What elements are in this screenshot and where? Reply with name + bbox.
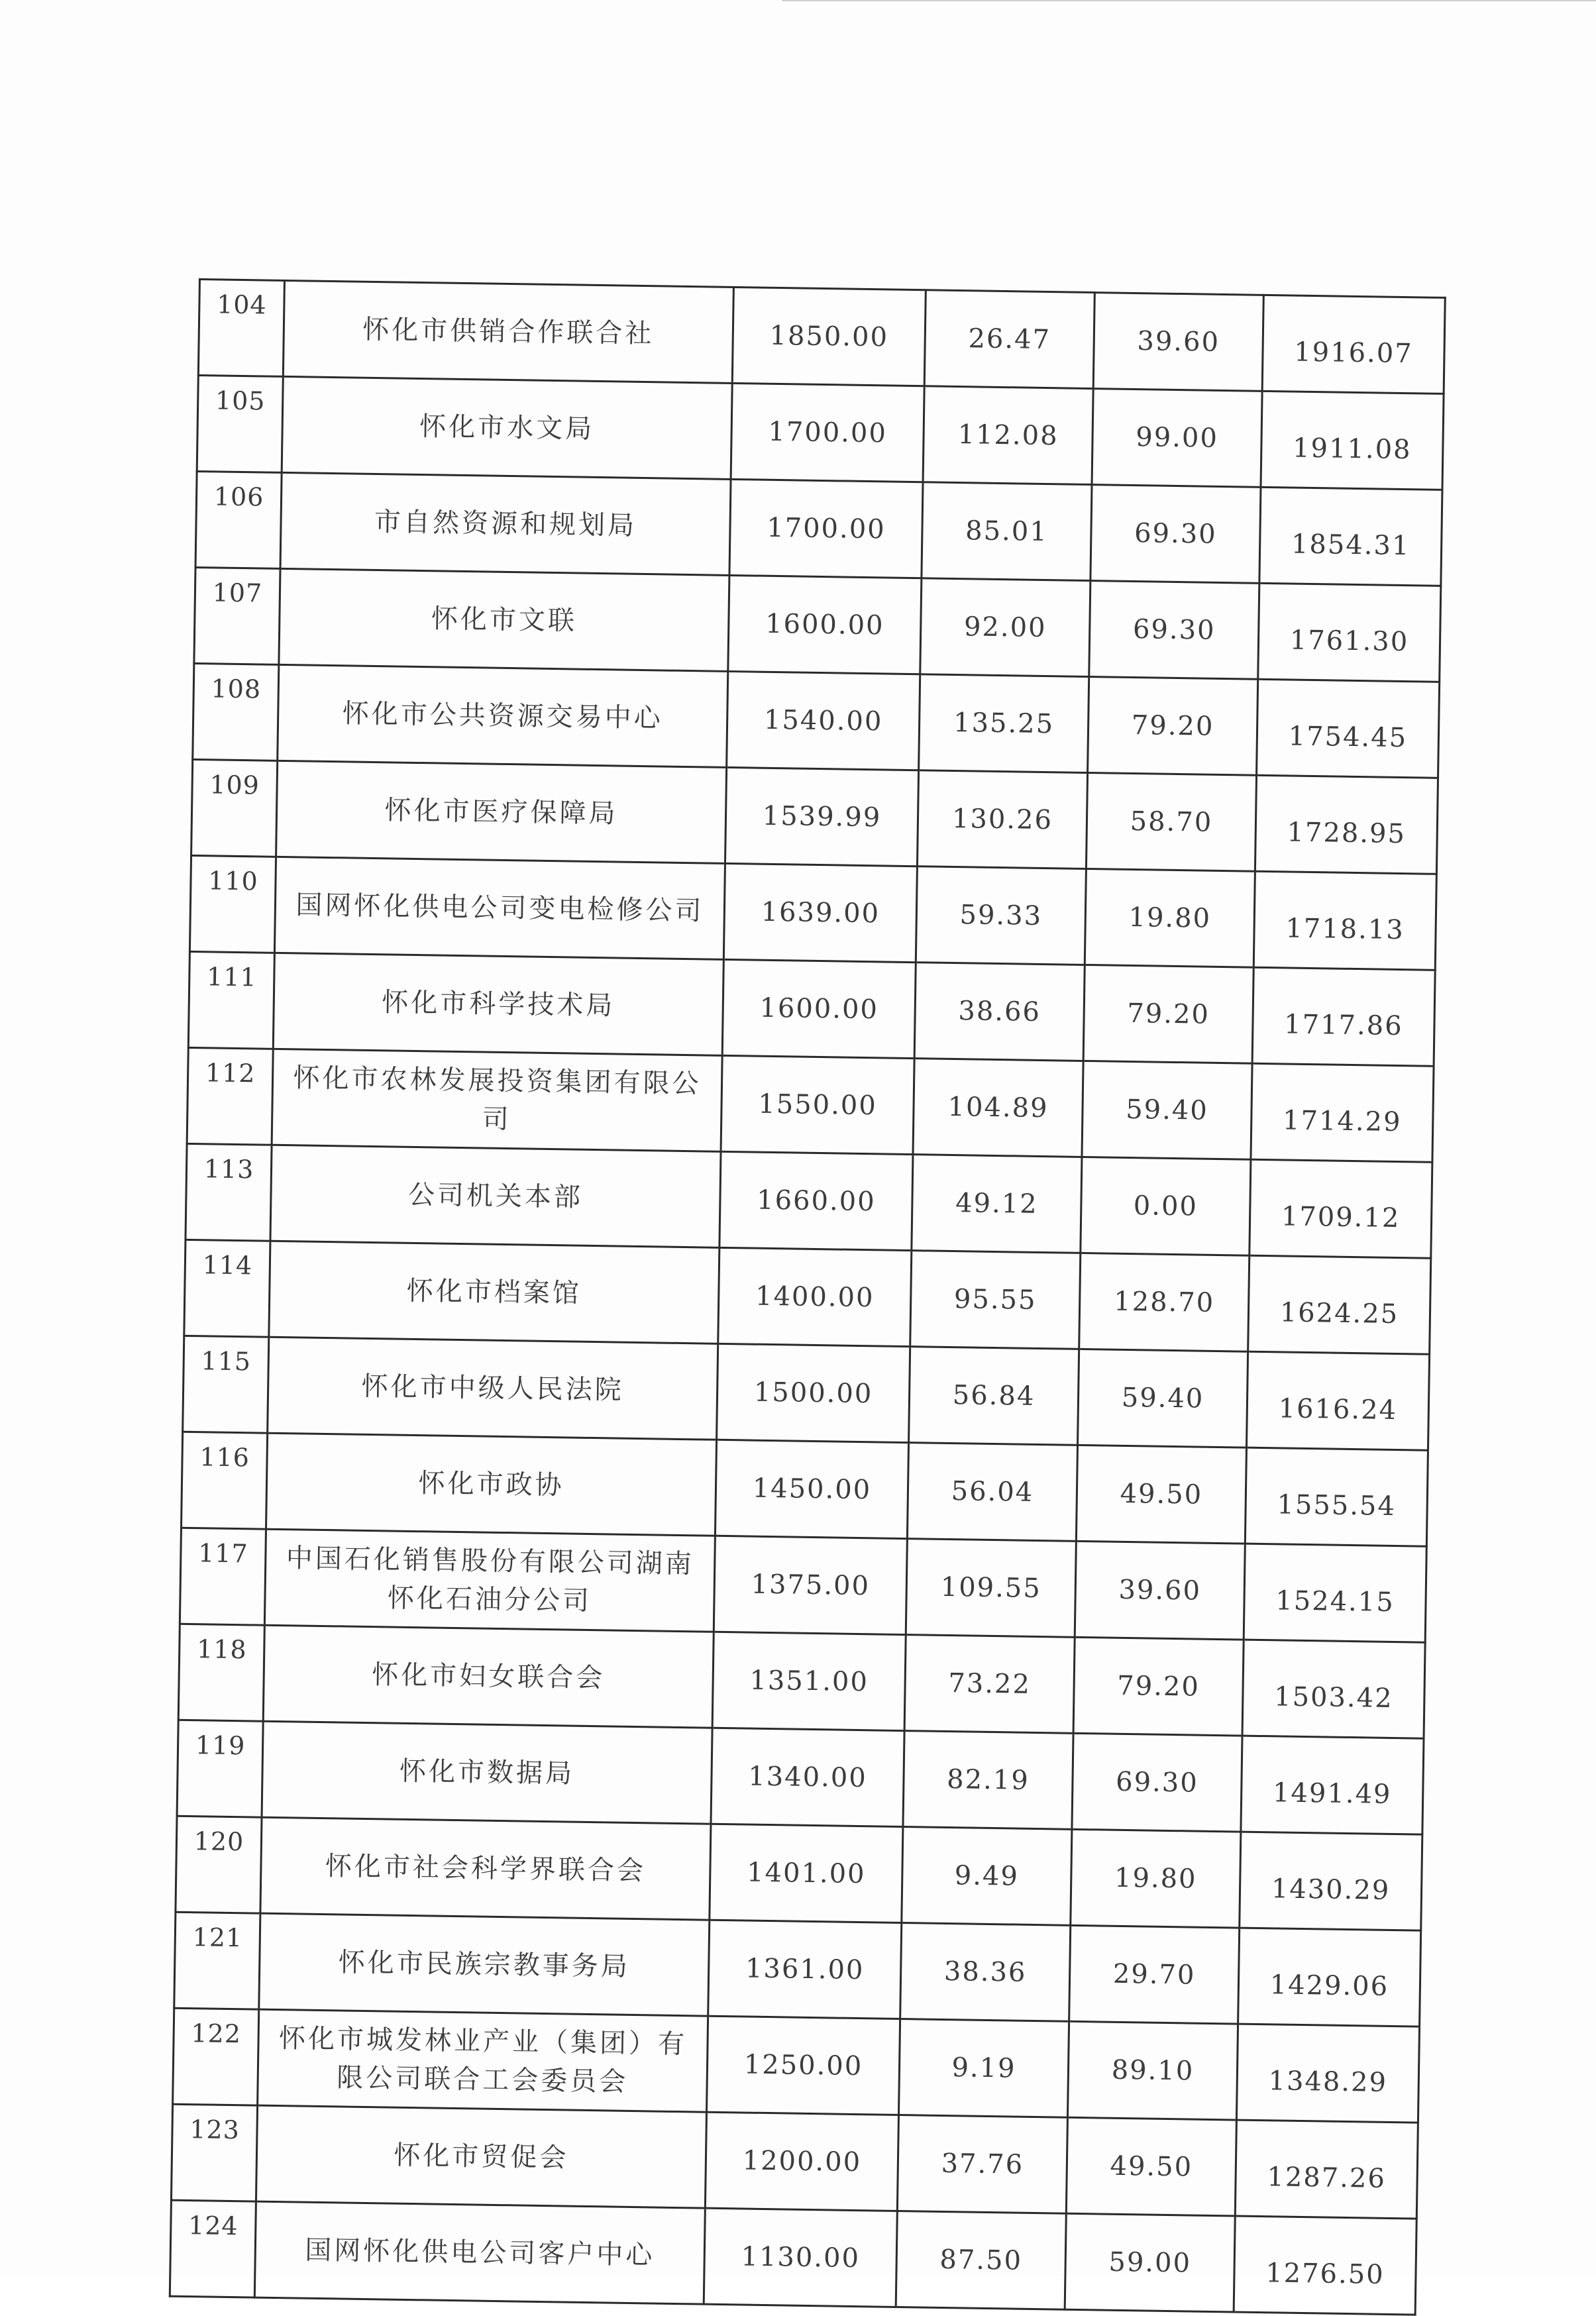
amount-total: 1718.13 <box>1253 871 1436 970</box>
unit-name: 怀化市档案馆 <box>269 1241 719 1343</box>
amount-total: 1709.12 <box>1250 1159 1432 1258</box>
row-number: 118 <box>178 1624 264 1721</box>
unit-name: 怀化市文联 <box>279 568 729 671</box>
amount-a: 1400.00 <box>718 1247 912 1346</box>
amount-b: 112.08 <box>923 386 1093 485</box>
table-container <box>169 278 1444 2316</box>
row-number: 109 <box>191 759 278 857</box>
amount-c: 39.60 <box>1093 293 1263 392</box>
amount-a: 1200.00 <box>705 2112 898 2211</box>
amount-a: 1351.00 <box>712 1632 906 1730</box>
amount-c: 69.30 <box>1091 485 1261 584</box>
unit-name: 怀化市医疗保障局 <box>276 761 727 863</box>
amount-a: 1600.00 <box>722 959 916 1058</box>
amount-c: 59.00 <box>1065 2213 1235 2312</box>
amount-c: 59.40 <box>1078 1349 1248 1448</box>
amount-c: 39.60 <box>1075 1541 1245 1640</box>
amount-c: 49.50 <box>1076 1445 1246 1544</box>
amount-b: 26.47 <box>924 290 1094 389</box>
table-row <box>174 1912 1421 2026</box>
row-number: 121 <box>174 1912 260 2009</box>
row-number: 108 <box>193 663 279 761</box>
row-number: 106 <box>195 471 282 568</box>
amount-b: 49.12 <box>912 1155 1082 1253</box>
unit-name: 怀化市民族宗教事务局 <box>259 1913 710 2016</box>
amount-a: 1375.00 <box>714 1536 907 1634</box>
amount-a: 1639.00 <box>723 863 917 962</box>
amount-c: 89.10 <box>1067 2021 1238 2120</box>
row-number: 115 <box>183 1336 269 1433</box>
row-number: 123 <box>171 2104 257 2201</box>
amount-total: 1616.24 <box>1246 1351 1429 1450</box>
row-number: 122 <box>173 2008 259 2105</box>
row-number: 124 <box>170 2200 256 2297</box>
table-row <box>191 759 1438 874</box>
amount-total: 1503.42 <box>1242 1640 1425 1738</box>
row-number: 113 <box>186 1143 272 1241</box>
table-row <box>182 1432 1428 1546</box>
amount-a: 1340.00 <box>711 1728 904 1826</box>
amount-b: 95.55 <box>910 1251 1081 1349</box>
amount-c: 128.70 <box>1079 1253 1250 1351</box>
amount-c: 19.80 <box>1071 1829 1241 1928</box>
unit-name: 怀化市城发林业产业（集团）有限公司联合工会委员会 <box>258 2009 708 2112</box>
unit-name: 怀化市社会科学界联合会 <box>260 1817 711 1920</box>
amount-total: 1524.15 <box>1244 1544 1426 1642</box>
amount-c: 58.70 <box>1086 772 1256 871</box>
table-row <box>170 2200 1416 2315</box>
unit-name: 国网怀化供电公司客户中心 <box>254 2201 705 2304</box>
table-row <box>194 567 1441 682</box>
table-row <box>176 1816 1422 1930</box>
amount-b: 87.50 <box>896 2211 1066 2309</box>
amount-c: 79.20 <box>1088 677 1258 776</box>
amount-a: 1500.00 <box>717 1343 910 1442</box>
table-row <box>178 1624 1425 1738</box>
unit-name: 怀化市水文局 <box>282 376 732 479</box>
amount-c: 59.40 <box>1082 1061 1252 1159</box>
amount-b: 104.89 <box>913 1059 1083 1157</box>
amount-a: 1600.00 <box>728 575 922 674</box>
row-number: 104 <box>198 280 284 377</box>
amount-total: 1854.31 <box>1259 487 1442 586</box>
table-row <box>180 1528 1426 1642</box>
unit-name: 市自然资源和规划局 <box>280 472 731 575</box>
row-number: 111 <box>188 951 274 1049</box>
unit-name: 怀化市中级人民法院 <box>268 1337 718 1440</box>
unit-name: 怀化市科学技术局 <box>273 953 723 1055</box>
amount-a: 1540.00 <box>727 671 920 770</box>
amount-a: 1850.00 <box>732 287 926 386</box>
amount-a: 1700.00 <box>731 383 924 482</box>
unit-name: 国网怀化供电公司变电检修公司 <box>274 857 725 959</box>
amount-c: 19.80 <box>1085 868 1255 967</box>
table-row <box>198 280 1445 394</box>
row-number: 114 <box>184 1239 270 1337</box>
amount-total: 1491.49 <box>1241 1736 1424 1834</box>
amount-b: 9.49 <box>902 1827 1072 1926</box>
scan-edge-line <box>782 0 1596 5</box>
unit-name: 怀化市贸促会 <box>256 2105 706 2208</box>
amount-a: 1361.00 <box>708 1920 902 2019</box>
unit-name: 中国石化销售股份有限公司湖南怀化石油分公司 <box>264 1529 715 1632</box>
amount-total: 1429.06 <box>1238 1928 1421 2026</box>
amount-a: 1401.00 <box>710 1824 903 1922</box>
table-row <box>177 1720 1424 1834</box>
table-row <box>193 663 1440 778</box>
row-number: 112 <box>187 1047 273 1145</box>
table-row <box>188 951 1435 1066</box>
amount-b: 59.33 <box>916 867 1086 965</box>
table-row <box>184 1239 1431 1354</box>
amount-b: 130.26 <box>917 770 1087 869</box>
amount-c: 79.20 <box>1073 1637 1244 1736</box>
amount-a: 1660.00 <box>719 1151 913 1250</box>
amount-total: 1761.30 <box>1258 583 1441 682</box>
unit-name: 怀化市政协 <box>266 1433 717 1536</box>
unit-name: 怀化市供销合作联合社 <box>283 280 733 383</box>
amount-b: 37.76 <box>897 2115 1067 2213</box>
table-row <box>189 855 1436 970</box>
data-table <box>169 278 1446 2316</box>
amount-c: 79.20 <box>1083 965 1253 1063</box>
amount-a: 1130.00 <box>704 2208 897 2307</box>
amount-c: 0.00 <box>1081 1157 1251 1255</box>
row-number: 119 <box>177 1720 263 1817</box>
amount-total: 1714.29 <box>1251 1063 1434 1162</box>
unit-name: 怀化市农林发展投资集团有限公司 <box>272 1049 722 1151</box>
table-row <box>197 376 1444 490</box>
table-row <box>186 1143 1432 1258</box>
row-number: 110 <box>189 855 276 953</box>
row-number: 120 <box>176 1816 262 1913</box>
amount-total: 1916.07 <box>1262 295 1445 394</box>
amount-total: 1717.86 <box>1252 967 1435 1066</box>
unit-name: 怀化市妇女联合会 <box>263 1625 714 1728</box>
amount-a: 1550.00 <box>721 1055 914 1154</box>
amount-total: 1430.29 <box>1240 1832 1422 1930</box>
amount-c: 69.30 <box>1072 1733 1242 1832</box>
amount-total: 1624.25 <box>1248 1255 1431 1354</box>
unit-name: 怀化市数据局 <box>262 1721 712 1824</box>
amount-total: 1728.95 <box>1255 775 1438 874</box>
amount-total: 1287.26 <box>1235 2120 1418 2219</box>
table-row <box>183 1336 1430 1450</box>
amount-b: 38.36 <box>900 1923 1071 2022</box>
amount-b: 85.01 <box>922 482 1092 581</box>
amount-total: 1348.29 <box>1236 2024 1419 2123</box>
amount-a: 1250.00 <box>707 2016 900 2115</box>
amount-b: 38.66 <box>914 963 1085 1061</box>
table-row <box>173 2008 1420 2123</box>
amount-c: 49.50 <box>1066 2117 1236 2216</box>
table-body <box>170 280 1445 2315</box>
amount-b: 135.25 <box>919 674 1089 773</box>
amount-total: 1276.50 <box>1234 2216 1416 2315</box>
amount-b: 82.19 <box>903 1731 1073 1830</box>
amount-total: 1911.08 <box>1261 391 1444 490</box>
amount-total: 1555.54 <box>1245 1448 1428 1546</box>
unit-name: 怀化市公共资源交易中心 <box>278 664 728 767</box>
amount-b: 109.55 <box>906 1539 1076 1638</box>
amount-c: 69.30 <box>1089 581 1259 680</box>
amount-a: 1450.00 <box>715 1440 908 1538</box>
amount-b: 56.84 <box>909 1347 1079 1446</box>
amount-c: 29.70 <box>1069 1925 1240 2024</box>
table-row <box>187 1047 1434 1162</box>
amount-b: 92.00 <box>920 578 1091 677</box>
row-number: 107 <box>194 567 280 664</box>
table-row <box>171 2104 1418 2219</box>
unit-name: 公司机关本部 <box>270 1145 721 1247</box>
amount-b: 73.22 <box>904 1635 1075 1734</box>
amount-c: 99.00 <box>1092 389 1262 488</box>
row-number: 105 <box>197 376 283 473</box>
amount-b: 9.19 <box>898 2019 1069 2117</box>
amount-a: 1539.99 <box>725 767 918 866</box>
amount-b: 56.04 <box>907 1443 1077 1542</box>
amount-a: 1700.00 <box>729 479 923 578</box>
table-row <box>195 471 1442 586</box>
row-number: 117 <box>180 1528 266 1625</box>
row-number: 116 <box>182 1432 268 1529</box>
amount-total: 1754.45 <box>1257 679 1440 778</box>
